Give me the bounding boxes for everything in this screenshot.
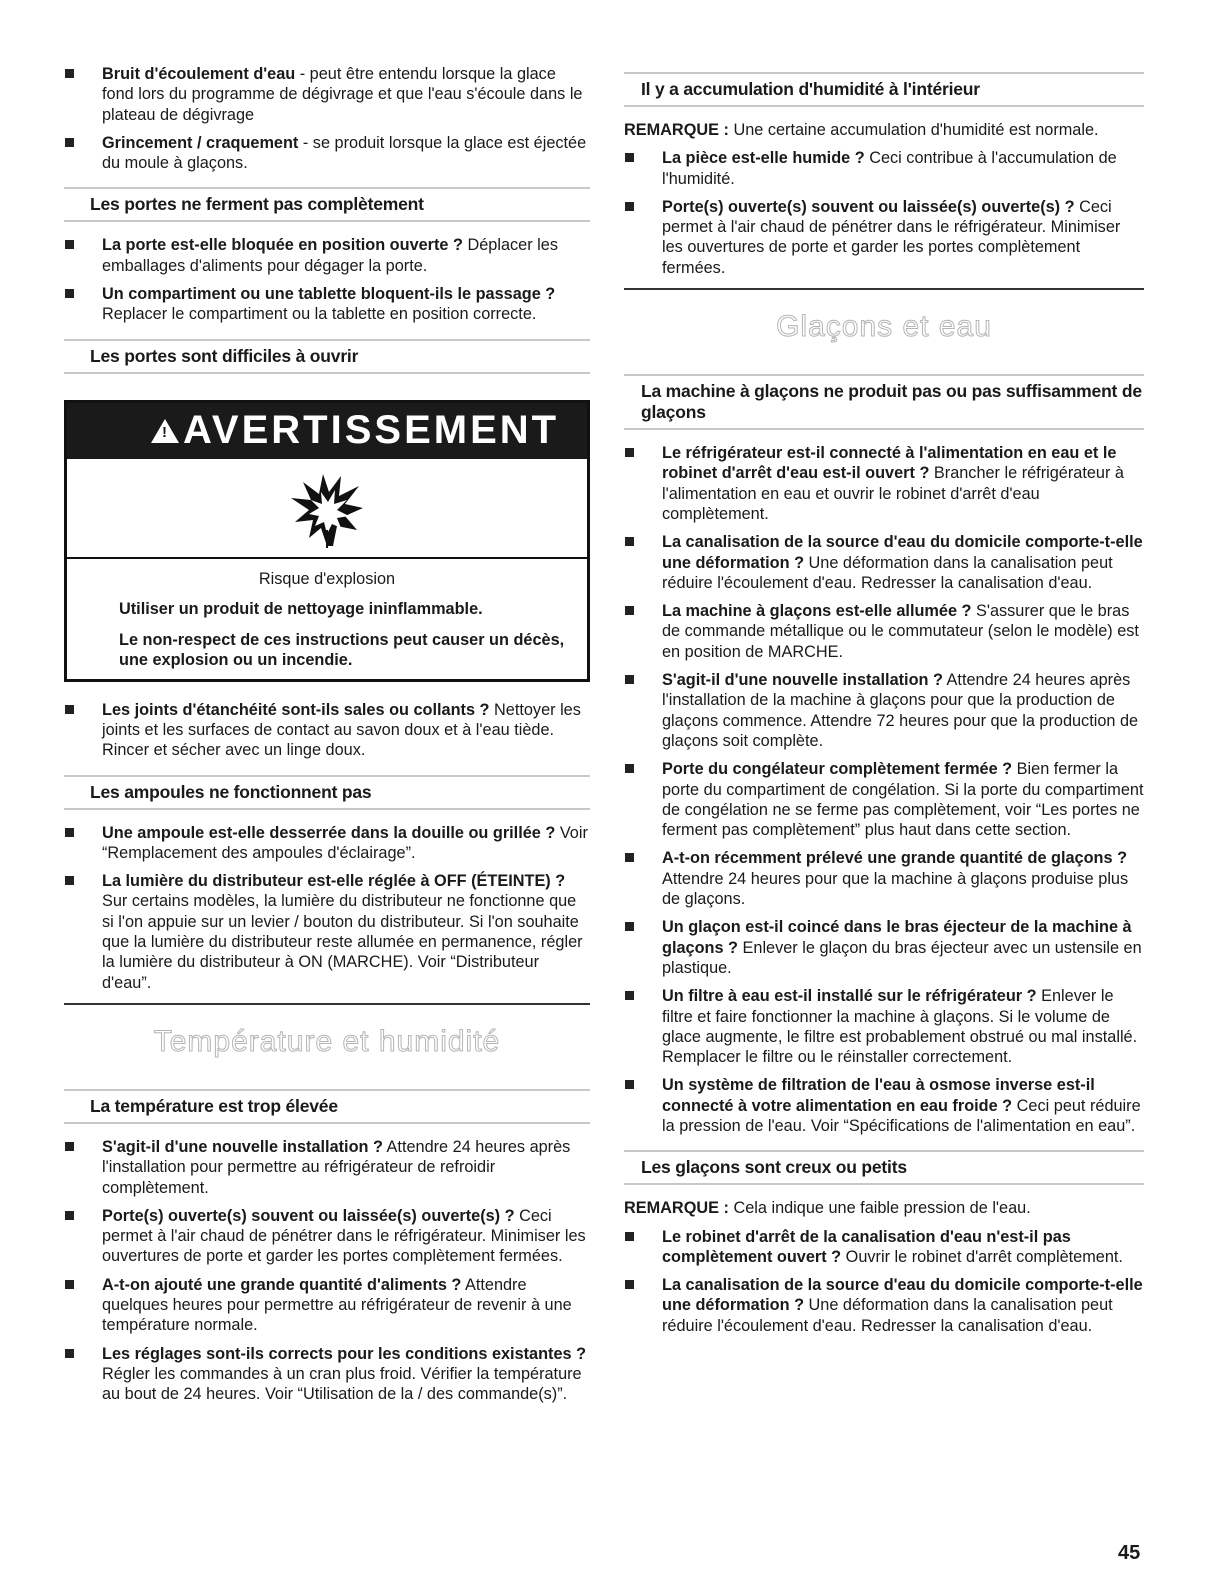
bullet-icon [625, 922, 634, 931]
list-item: La lumière du distributeur est-elle réglée à OFF (ÉTEINTE) ? Sur certains modèles, la lumière du distributeur ne fonctionne que si l'on appuie sur un levier / bouton du distributeur. Si l'on souhaite que la lumière du distributeur reste allumée en permanence, régler la lumière du distributeur à ON (MARCHE). Voir “Distributeur d'eau”. [64, 871, 590, 993]
bullet-icon [625, 537, 634, 546]
bullet-icon [65, 240, 74, 249]
bullet-icon [65, 1280, 74, 1289]
warning-consequence: Le non-respect de ces instructions peut causer un décès, une explosion ou un incendie. [119, 630, 565, 670]
bullet-icon [625, 153, 634, 162]
list-item: Le réfrigérateur est-il connecté à l'alimentation en eau et le robinet d'arrêt d'eau est-il ouvert ? Brancher le réfrigérateur à l'alimentation en eau et ouvrir le robinet d'arrêt d'eau complètement. [624, 443, 1144, 524]
list-item: Une ampoule est-elle desserrée dans la douille ou grillée ? Voir “Remplacement des ampoules d'éclairage”. [64, 823, 590, 864]
list-item: S'agit-il d'une nouvelle installation ? Attendre 24 heures après l'installation pour permettre au réfrigérateur de refroidir complètement. [64, 1137, 590, 1198]
list-item: S'agit-il d'une nouvelle installation ? Attendre 24 heures après l'installation de la machine à glaçons pour que la production de glaçons commence. Attendre 72 heures pour que la production de glaçons soit complète. [624, 670, 1144, 751]
bullet-icon [65, 1142, 74, 1151]
list-item: La machine à glaçons est-elle allumée ? S'assurer que le bras de commande métallique ou le commutateur (selon le modèle) est en position de MARCHE. [624, 601, 1144, 662]
bullet-icon [625, 202, 634, 211]
list-item: Porte(s) ouverte(s) souvent ou laissée(s) ouverte(s) ? Ceci permet à l'air chaud de pénétrer dans le réfrigérateur. Minimiser les ouvertures de porte et garder les portes complètement fermées. [64, 1206, 590, 1267]
list-item: Le robinet d'arrêt de la canalisation d'eau n'est-il pas complètement ouvert ? Ouvrir le robinet d'arrêt complètement. [624, 1227, 1144, 1268]
list-item: Grincement / craquement - se produit lorsque la glace est éjectée du moule à glaçons. [64, 133, 590, 174]
list-item: Bruit d'écoulement d'eau - peut être entendu lorsque la glace fond lors du programme de dégivrage et que l'eau s'écoule dans le plateau de dégivrage [64, 64, 590, 125]
list-item: Les réglages sont-ils corrects pour les conditions existantes ? Régler les commandes à un cran plus froid. Vérifier la température au bout de 24 heures. Voir “Utilisation de la / des commande(s)”. [64, 1344, 590, 1405]
bullet-icon [625, 1280, 634, 1289]
bullet-icon [625, 853, 634, 862]
bullet-icon [65, 69, 74, 78]
bullet-icon [625, 764, 634, 773]
warning-signal-word: AVERTISSEMENT [183, 408, 560, 453]
list-item: La pièce est-elle humide ? Ceci contribue à l'accumulation de l'humidité. [624, 148, 1144, 189]
bullet-icon [65, 876, 74, 885]
bullet-icon [65, 289, 74, 298]
section-title-temperature: Température et humidité [64, 1003, 590, 1075]
subheading-doors-open: Les portes sont difficiles à ouvrir [64, 339, 590, 374]
bullet-icon [65, 138, 74, 147]
page-number: 45 [1118, 1542, 1141, 1564]
explosion-icon [67, 459, 587, 559]
warning-body [67, 559, 587, 679]
subheading-bulbs: Les ampoules ne fonctionnent pas [64, 775, 590, 810]
list-item: La canalisation de la source d'eau du domicile comporte-t-elle une déformation ? Une déformation dans la canalisation peut réduire l'écoulement d'eau. Redresser la canalisation d'eau. [624, 1275, 1144, 1336]
list-item: Un filtre à eau est-il installé sur le réfrigérateur ? Enlever le filtre et faire fonctionner la machine à glaçons. Si le volume de glace augmente, le filtre est probablement obstrué ou mal installé. Remplacer le filtre ou le réinstaller correctement. [624, 986, 1144, 1067]
bullet-icon [65, 828, 74, 837]
right-column [624, 64, 1144, 1344]
left-column [64, 64, 590, 1413]
bullet-icon [65, 705, 74, 714]
list-item: Un glaçon est-il coincé dans le bras éjecteur de la machine à glaçons ? Enlever le glaçon du bras éjecteur avec un ustensile en plastique. [624, 917, 1144, 978]
list-item: Un compartiment ou une tablette bloquent-ils le passage ? Replacer le compartiment ou la tablette en position correcte. [64, 284, 590, 325]
bullet-icon [65, 1349, 74, 1358]
bullet-icon [65, 1211, 74, 1220]
bullet-icon [625, 1080, 634, 1089]
list-item: Un système de filtration de l'eau à osmose inverse est-il connecté à votre alimentation en eau froide ? Ceci peut réduire la pression de l'eau. Voir “Spécifications de l'alimentation en eau”. [624, 1075, 1144, 1136]
list-item: A-t-on ajouté une grande quantité d'aliments ? Attendre quelques heures pour permettre au réfrigérateur de revenir à une température normale. [64, 1275, 590, 1336]
bullet-icon [625, 991, 634, 1000]
remark: REMARQUE : Cela indique une faible pression de l'eau. [624, 1199, 1031, 1218]
list-item: Les joints d'étanchéité sont-ils sales ou collants ? Nettoyer les joints et les surfaces de contact au savon doux et à l'eau tiède. Rincer et sécher avec un linge doux. [64, 700, 590, 761]
remark: REMARQUE : Une certaine accumulation d'humidité est normale. [624, 121, 1099, 139]
subheading-doors-close: Les portes ne ferment pas complètement [64, 187, 590, 222]
subheading-hollow-ice: Les glaçons sont creux ou petits [624, 1150, 1144, 1185]
subheading-ice-maker: La machine à glaçons ne produit pas ou pas suffisamment de glaçons [624, 374, 1144, 430]
subheading-temp-high: La température est trop élevée [64, 1089, 590, 1124]
bullet-icon [625, 606, 634, 615]
list-item: Porte du congélateur complètement fermée ? Bien fermer la porte du compartiment de congélation. Si la porte du compartiment de congélation ne se ferme pas complètement, voir “Les portes ne ferment pas complètement” plus haut dans cette section. [624, 759, 1144, 840]
warning-instruction: Utiliser un produit de nettoyage ininflammable. [119, 600, 483, 619]
list-item: A-t-on récemment prélevé une grande quantité de glaçons ? Attendre 24 heures pour que la machine à glaçons produise plus de glaçons. [624, 848, 1144, 909]
bullet-icon [625, 1232, 634, 1241]
section-title-ice: Glaçons et eau [624, 288, 1144, 360]
warning-triangle-icon: ! [151, 419, 179, 443]
warning-hazard: Risque d'explosion [258, 569, 396, 588]
list-item: La porte est-elle bloquée en position ouverte ? Déplacer les emballages d'aliments pour dégager la porte. [64, 235, 590, 276]
list-item: La canalisation de la source d'eau du domicile comporte-t-elle une déformation ? Une déformation dans la canalisation peut réduire l'écoulement d'eau. Redresser la canalisation d'eau. [624, 532, 1144, 593]
bullet-icon [625, 448, 634, 457]
list-item: Porte(s) ouverte(s) souvent ou laissée(s) ouverte(s) ? Ceci permet à l'air chaud de pénétrer dans le réfrigérateur. Minimiser les ouvertures de porte et garder les portes complètement fermées. [624, 197, 1144, 278]
warning-header [67, 403, 587, 459]
bullet-icon [625, 675, 634, 684]
warning-box [64, 400, 590, 682]
subheading-humidity: Il y a accumulation d'humidité à l'intérieur [624, 72, 1144, 107]
